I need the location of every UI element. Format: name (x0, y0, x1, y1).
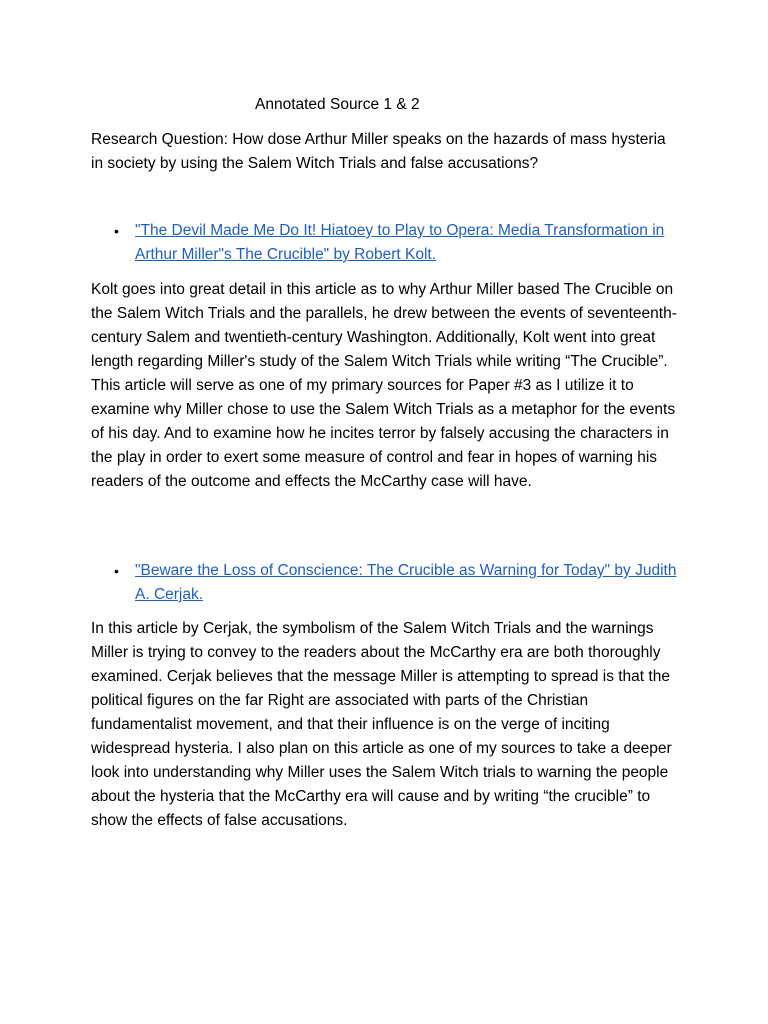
source-1-citation-link[interactable]: "The Devil Made Me Do It! Hiatoey to Play to Opera: Media Transformation in Arthur Miller"s The Crucible" by Robert Kolt. (135, 222, 665, 263)
bullet-icon: • (114, 223, 119, 239)
document-title: Annotated Source 1 & 2 (255, 96, 420, 113)
source-2-citation-link[interactable]: "Beware the Loss of Conscience: The Crucible as Warning for Today" by Judith A. Cerjak. (135, 562, 677, 603)
bullet-icon: • (114, 563, 119, 579)
source-entry-2 (114, 559, 684, 607)
source-1-summary: Kolt goes into great detail in this article as to why Arthur Miller based The Crucible on the Salem Witch Trials and the parallels, he drew between the events of seventeenth-century Salem and twentieth-century Washington. Additionally, Kolt went into great length regarding Miller's study of the Salem Witch Trials while writing “The Crucible”. This article will serve as one of my primary sources for Paper #3 as I utilize it to examine why Miller chose to use the Salem Witch Trials as a metaphor for the events of his day. And to examine how he incites terror by falsely accusing the characters in the play in order to exert some measure of control and fear in hopes of warning his readers of the outcome and effects the McCarthy case will have. (91, 281, 677, 490)
source-entry-1 (114, 219, 684, 267)
source-2-summary: In this article by Cerjak, the symbolism of the Salem Witch Trials and the warnings Miller is trying to convey to the readers about the McCarthy era are both thoroughly examined. Cerjak believes that the message Miller is attempting to spread is that the political figures on the far Right are associated with parts of the Christian fundamentalist movement, and that their influence is on the verge of inciting widespread hysteria. I also plan on this article as one of my sources to take a deeper look into understanding why Miller uses the Salem Witch trials to warning the people about the hysteria that the McCarthy era will cause and by writing “the crucible” to show the effects of false accusations. (91, 620, 672, 829)
research-question: Research Question: How dose Arthur Miller speaks on the hazards of mass hysteria in society by using the Salem Witch Trials and false accusations? (91, 131, 666, 172)
